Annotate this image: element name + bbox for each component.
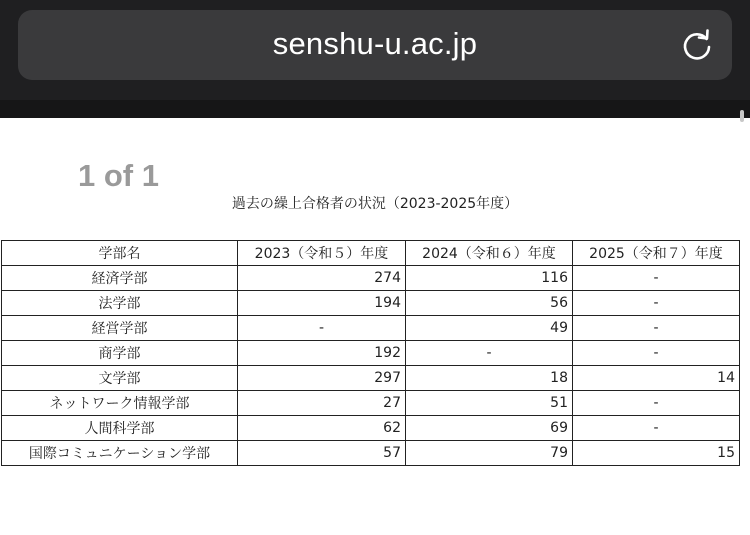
faculty-name-cell: 経済学部: [2, 266, 238, 291]
count-cell: 62: [238, 416, 406, 441]
faculty-name-cell: 商学部: [2, 341, 238, 366]
count-cell: 18: [406, 366, 573, 391]
count-cell: 69: [406, 416, 573, 441]
table-row: [2, 316, 740, 341]
table-body: [2, 266, 740, 466]
table-row: [2, 291, 740, 316]
table-row: [2, 266, 740, 291]
count-cell: -: [573, 266, 740, 291]
address-bar[interactable]: [18, 10, 732, 80]
scroll-indicator: [740, 110, 744, 122]
header-2025: 2025（令和７）年度: [573, 241, 740, 266]
faculty-name-cell: 法学部: [2, 291, 238, 316]
count-cell: 56: [406, 291, 573, 316]
count-cell: 14: [573, 366, 740, 391]
faculty-name-cell: 文学部: [2, 366, 238, 391]
document-title-text: 過去の繰上合格者の状況（2023-2025年度）: [231, 196, 519, 212]
count-cell: 15: [573, 441, 740, 466]
toolbar-bottom-strip: [0, 100, 750, 118]
count-cell: 79: [406, 441, 573, 466]
count-cell: 194: [238, 291, 406, 316]
header-faculty: 学部名: [2, 241, 238, 266]
count-cell: 192: [238, 341, 406, 366]
table-row: [2, 416, 740, 441]
reload-icon[interactable]: [680, 28, 714, 62]
count-cell: 274: [238, 266, 406, 291]
table-row: [2, 366, 740, 391]
count-cell: 116: [406, 266, 573, 291]
faculty-name-cell: 経営学部: [2, 316, 238, 341]
count-cell: 57: [238, 441, 406, 466]
header-2024: 2024（令和６）年度: [406, 241, 573, 266]
count-cell: 49: [406, 316, 573, 341]
table-row: [2, 341, 740, 366]
table-row: [2, 391, 740, 416]
table-row: [2, 441, 740, 466]
header-2023: 2023（令和５）年度: [238, 241, 406, 266]
count-cell: -: [573, 316, 740, 341]
count-cell: -: [406, 341, 573, 366]
count-cell: -: [238, 316, 406, 341]
url-text[interactable]: senshu-u.ac.jp: [272, 26, 478, 61]
faculty-name-cell: 国際コミュニケーション学部: [2, 441, 238, 466]
count-cell: -: [573, 391, 740, 416]
count-cell: -: [573, 416, 740, 441]
document-title: [0, 193, 750, 213]
count-cell: -: [573, 341, 740, 366]
table-header-row: [2, 241, 740, 266]
count-cell: 51: [406, 391, 573, 416]
faculty-name-cell: 人間科学部: [2, 416, 238, 441]
count-cell: -: [573, 291, 740, 316]
browser-toolbar: [0, 0, 750, 118]
pdf-page-indicator: 1 of 1: [78, 158, 159, 193]
count-cell: 27: [238, 391, 406, 416]
faculty-name-cell: ネットワーク情報学部: [2, 391, 238, 416]
count-cell: 297: [238, 366, 406, 391]
results-table: [1, 240, 740, 466]
